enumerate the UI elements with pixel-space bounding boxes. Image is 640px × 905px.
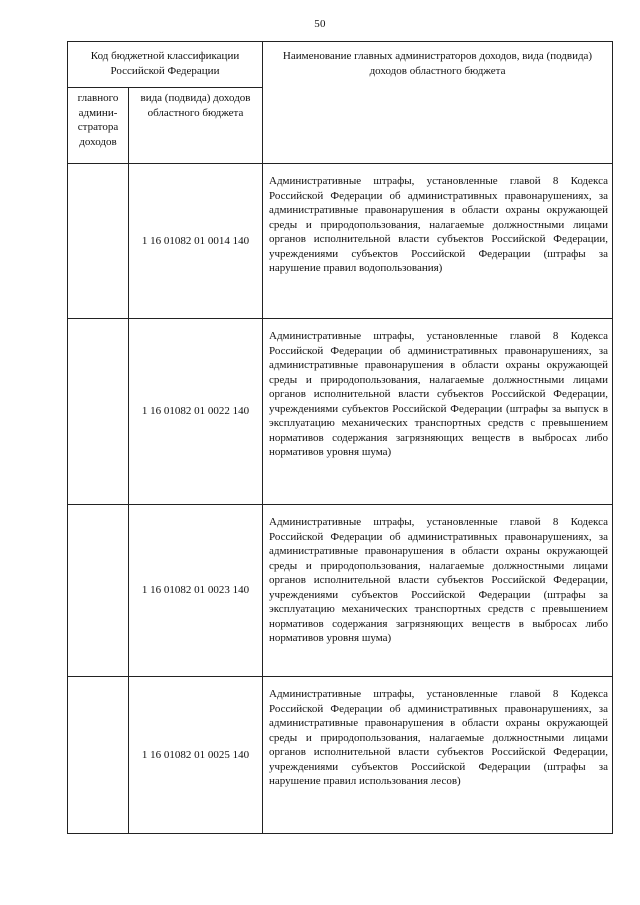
admin-code-cell [68, 505, 129, 677]
admin-code-cell [68, 319, 129, 505]
income-code-cell: 1 16 01082 01 0022 140 [129, 319, 263, 505]
description-cell: Административные штрафы, установленные главой 8 Кодекса Российской Федерации об административных правонарушениях, за административные правонарушения в области охраны окружающей среды и природопользования, налагаемые должностными лицами органов исполнительной власти субъектов Российской Федерации, учреждениями субъектов Российской Федерации (штрафы за нарушение правил водопользования) [263, 164, 613, 319]
header-chief-administrator: главного админи-стратора доходов [68, 88, 129, 164]
admin-code-cell [68, 164, 129, 319]
description-cell: Административные штрафы, установленные главой 8 Кодекса Российской Федерации об административных правонарушениях, за административные правонарушения в области охраны окружающей среды и природопользования, налагаемые должностными лицами органов исполнительной власти субъектов Российской Федерации, учреждениями субъектов Российской Федерации (штрафы за нарушение правил использования лесов) [263, 677, 613, 834]
income-code-cell: 1 16 01082 01 0023 140 [129, 505, 263, 677]
income-code-cell: 1 16 01082 01 0025 140 [129, 677, 263, 834]
header-administrator-name: Наименование главных администраторов доходов, вида (подвида) доходов областного бюджета [263, 42, 613, 164]
table-header-row [68, 42, 613, 88]
income-code-cell: 1 16 01082 01 0014 140 [129, 164, 263, 319]
description-cell: Административные штрафы, установленные главой 8 Кодекса Российской Федерации об административных правонарушениях, за административные правонарушения в области охраны окружающей среды и природопользования, налагаемые должностными лицами органов исполнительной власти субъектов Российской Федерации, учреждениями субъектов Российской Федерации (штрафы за эксплуатацию механических транспортных средств с превышением нормативов содержания загрязняющих веществ в выбросах либо нормативов уровня шума) [263, 505, 613, 677]
admin-code-cell [68, 677, 129, 834]
header-budget-code-group: Код бюджетной классификации Российской Федерации [68, 42, 263, 88]
page-number: 50 [314, 18, 326, 30]
description-cell: Административные штрафы, установленные главой 8 Кодекса Российской Федерации об административных правонарушениях, за административные правонарушения в области охраны окружающей среды и природопользования, налагаемые должностными лицами органов исполнительной власти субъектов Российской Федерации, учреждениями субъектов Российской Федерации (штрафы за выпуск в эксплуатацию механических транспортных средств с превышением нормативов содержания загрязняющих веществ в выбросах либо нормативов уровня шума) [263, 319, 613, 505]
table-row [68, 505, 613, 677]
table-row [68, 164, 613, 319]
table-row [68, 677, 613, 834]
header-income-type: вида (подвида) доходов областного бюджета [129, 88, 263, 164]
table-row [68, 319, 613, 505]
budget-classification-table [67, 41, 613, 834]
